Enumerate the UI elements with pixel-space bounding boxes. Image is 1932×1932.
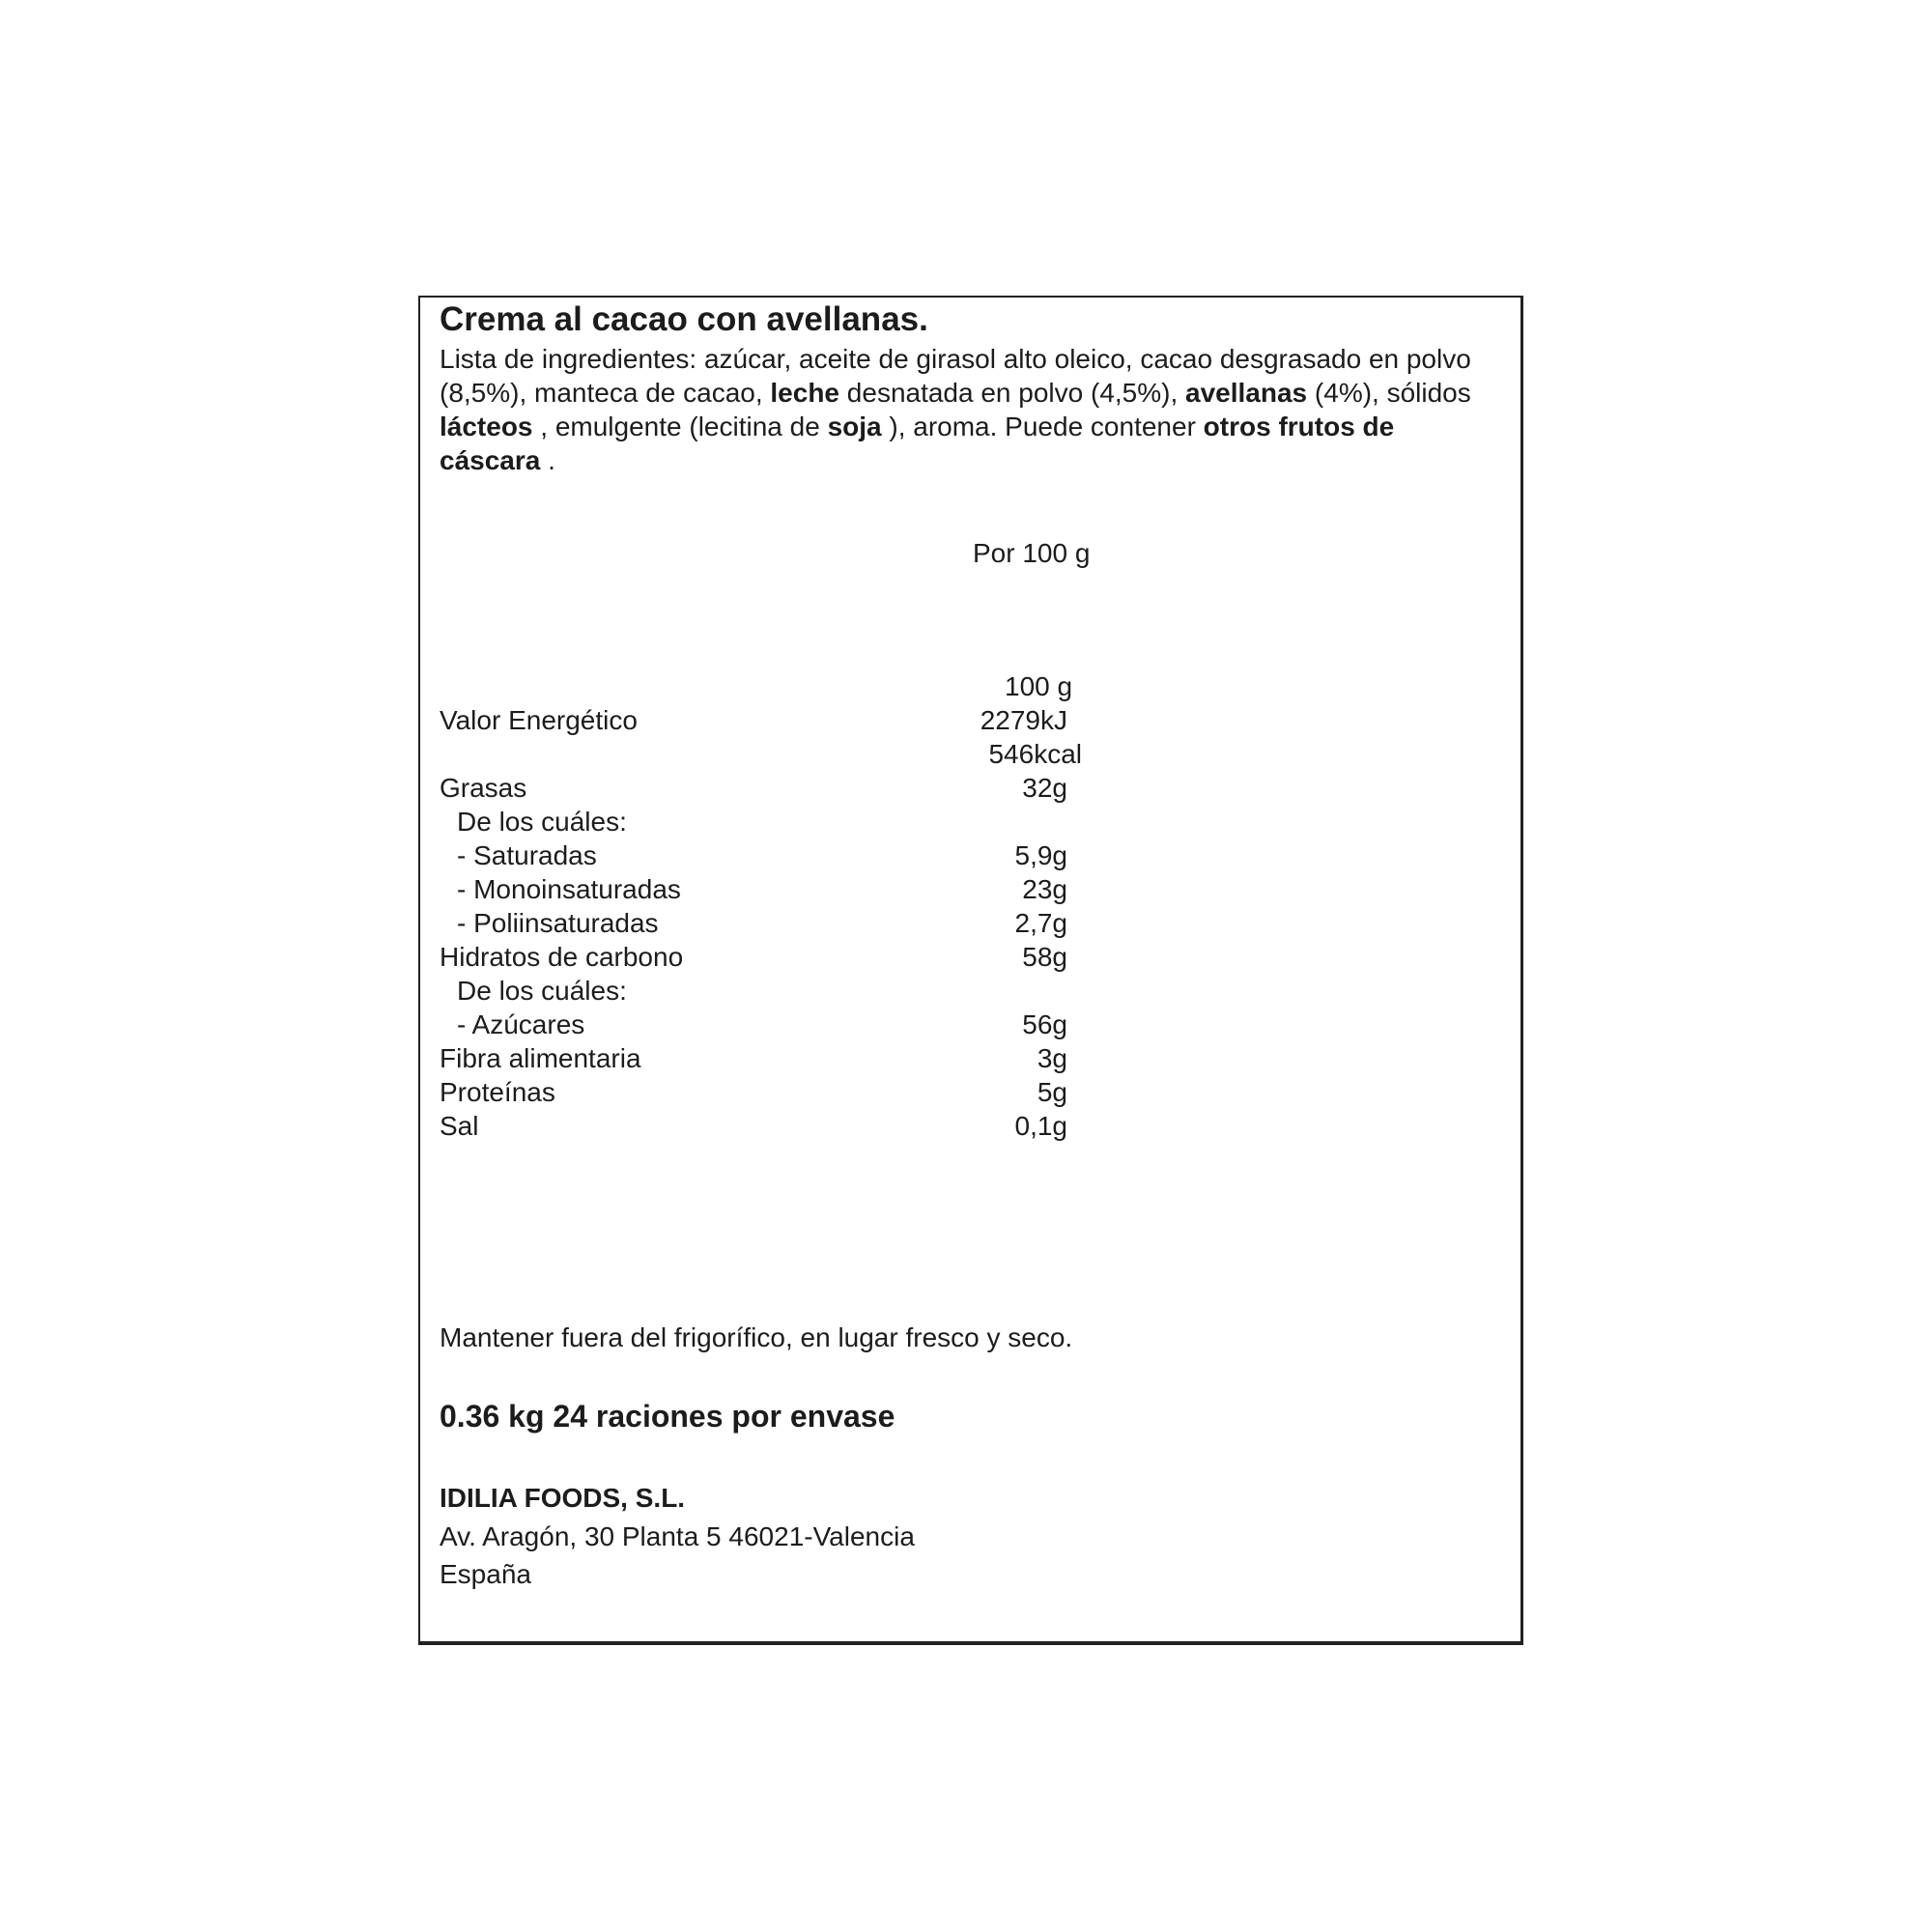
nutrition-row bbox=[440, 940, 1270, 974]
ingredients-text: (4%), sólidos bbox=[1307, 378, 1471, 408]
nutrition-row bbox=[440, 805, 1270, 838]
nutrient-label: De los cuáles: bbox=[457, 976, 627, 1006]
nutrition-row bbox=[440, 1041, 1270, 1075]
storage-instructions: Mantener fuera del frigorífico, en lugar fresco y seco. bbox=[440, 1322, 1073, 1352]
nutrition-row bbox=[440, 872, 1270, 906]
manufacturer-name: IDILIA FOODS, S.L. bbox=[440, 1483, 686, 1513]
manufacturer-country: España bbox=[440, 1559, 531, 1589]
nutrient-label: - Azúcares bbox=[457, 1009, 585, 1039]
ingredients-text: desnatada en polvo (4,5%), bbox=[839, 378, 1186, 408]
nutrition-row bbox=[440, 906, 1270, 940]
nutrient-value: 23g bbox=[1022, 874, 1067, 904]
nutrient-value: 2,7g bbox=[1014, 908, 1067, 938]
nutrient-label: Grasas bbox=[440, 773, 527, 803]
manufacturer-address: Av. Aragón, 30 Planta 5 46021-Valencia bbox=[440, 1521, 915, 1551]
nutrient-value: 32g bbox=[1022, 773, 1067, 803]
nutrient-value: 2279kJ bbox=[980, 705, 1067, 735]
nutrient-value: 56g bbox=[1022, 1009, 1067, 1039]
per-100g-heading: Por 100 g bbox=[973, 538, 1091, 568]
nutrient-label: Proteínas bbox=[440, 1077, 555, 1107]
ingredients-text: . bbox=[540, 445, 555, 475]
nutrition-row bbox=[440, 703, 1270, 737]
nutrient-value: 5,9g bbox=[1014, 840, 1067, 870]
allergen-soja: soja bbox=[827, 412, 882, 441]
nutrient-value: 0,1g bbox=[1014, 1111, 1067, 1141]
nutrient-value: 58g bbox=[1022, 942, 1067, 972]
allergen-lacteos: lácteos bbox=[440, 412, 533, 441]
product-title: Crema al cacao con avellanas. bbox=[440, 300, 928, 338]
nutrient-label: De los cuáles: bbox=[457, 807, 627, 837]
nutrition-row bbox=[440, 838, 1270, 872]
allergen-frutos-cascara: otros frutos de cáscara bbox=[440, 412, 1395, 475]
nutrient-label: Valor Energético bbox=[440, 705, 638, 735]
nutrition-row bbox=[440, 974, 1270, 1008]
nutrient-label: - Saturadas bbox=[457, 840, 597, 870]
nutrition-row bbox=[440, 737, 1270, 771]
nutrition-row bbox=[440, 1008, 1270, 1041]
nutrient-label: Fibra alimentaria bbox=[440, 1043, 641, 1073]
nutrition-row bbox=[440, 771, 1270, 805]
nutrient-label: - Monoinsaturadas bbox=[457, 874, 681, 904]
nutrient-label: Sal bbox=[440, 1111, 479, 1141]
allergen-avellanas: avellanas bbox=[1185, 378, 1308, 408]
nutrient-label: Hidratos de carbono bbox=[440, 942, 684, 972]
ingredients-text: Lista de ingredientes: azúcar, aceite de girasol alto oleico, cacao desgrasado en polvo (8,5%), manteca de cacao, bbox=[440, 344, 1471, 408]
nutrient-label: - Poliinsaturadas bbox=[457, 908, 659, 938]
nutrition-row bbox=[440, 1075, 1270, 1109]
allergen-leche: leche bbox=[770, 378, 840, 408]
ingredients-list bbox=[440, 342, 1502, 477]
ingredients-text: , emulgente (lecitina de bbox=[532, 412, 828, 441]
nutrient-value: 3g bbox=[1037, 1043, 1067, 1073]
product-label bbox=[418, 296, 1523, 1645]
nutrition-column-header: 100 g bbox=[1005, 671, 1073, 701]
nutrition-row bbox=[440, 1109, 1270, 1143]
ingredients-text: ), aroma. Puede contener bbox=[881, 412, 1204, 441]
nutrient-value: 546kcal bbox=[988, 739, 1082, 769]
nutrient-value: 5g bbox=[1037, 1077, 1067, 1107]
net-quantity: 0.36 kg 24 raciones por envase bbox=[440, 1399, 895, 1434]
